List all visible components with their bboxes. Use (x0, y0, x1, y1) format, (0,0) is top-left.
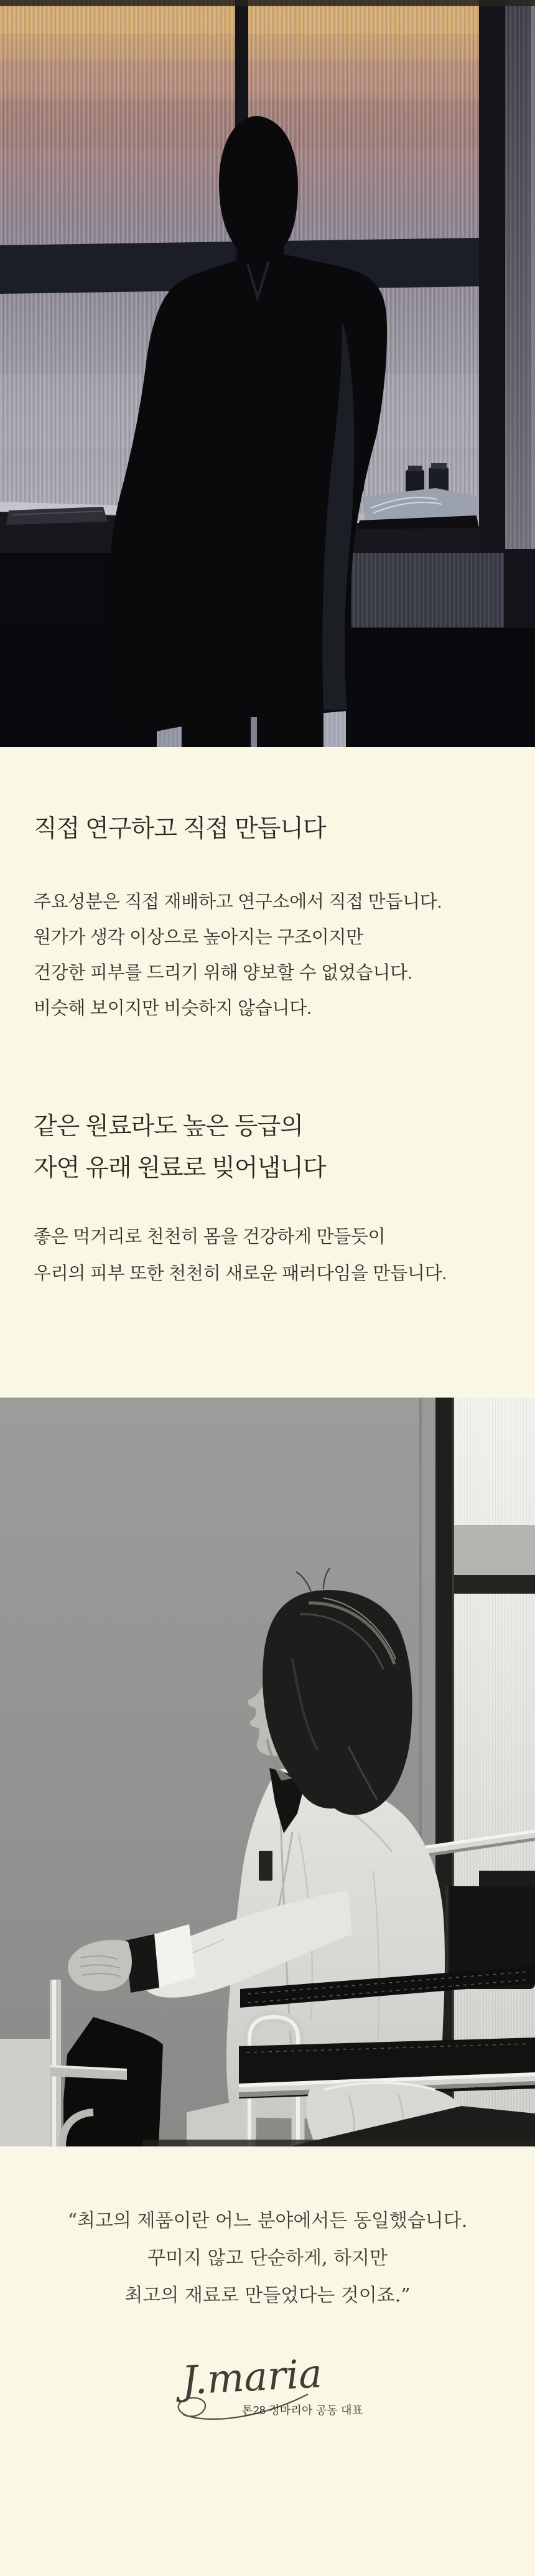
rolled-cuff (154, 1924, 195, 1988)
floor-shadow (143, 2140, 535, 2146)
hero-photo-researcher-at-window (0, 0, 535, 747)
heading-line: 같은 원료라도 높은 등급의 (34, 1113, 303, 1140)
brand-heading-high-grade-ingredients (34, 1106, 326, 1189)
window-frame-right (435, 1398, 535, 2146)
paragraph-line: 우리의 피부 또한 천천히 새로운 패러다임을 만듭니다. (34, 1264, 447, 1284)
quote-line: “최고의 제품이란 어느 분야에서든 동일했습니다. (67, 2210, 468, 2232)
founder-quote (0, 2202, 535, 2315)
paragraph-line: 원가가 생각 이상으로 높아지는 구조이지만 (34, 928, 363, 947)
paragraph-line: 좋은 먹거리로 천천히 몸을 건강하게 만들듯이 (34, 1227, 386, 1247)
founder-title: 톤28 정마리아 공동 대표 (242, 2404, 363, 2417)
portrait-photo-founder-in-chair (0, 1398, 535, 2146)
coat-badge-tag (259, 1851, 272, 1881)
floor-light-band (0, 2039, 58, 2146)
quote-line: 최고의 재료로 만들었다는 것이죠.” (124, 2285, 411, 2306)
paragraph-line: 건강한 피부를 드리기 위해 양보할 수 없었습니다. (34, 963, 412, 983)
quote-line: 꾸미지 않고 단순하게, 하지만 (147, 2247, 388, 2269)
top-frame-strip (0, 0, 535, 6)
heading-line: 자연 유래 원료로 빚어냅니다 (34, 1155, 326, 1182)
paragraph-line: 비슷해 보이지만 비슷하지 않습니다. (34, 999, 312, 1018)
founder-signature: J.maria (180, 2351, 323, 2404)
brand-heading-direct-making: 직접 연구하고 직접 만듭니다 (34, 816, 326, 842)
paragraph-line: 주요성분은 직접 재배하고 연구소에서 직접 만듭니다. (34, 892, 442, 912)
brand-paragraph-2 (34, 1219, 447, 1292)
brand-paragraph-1 (34, 885, 442, 1027)
